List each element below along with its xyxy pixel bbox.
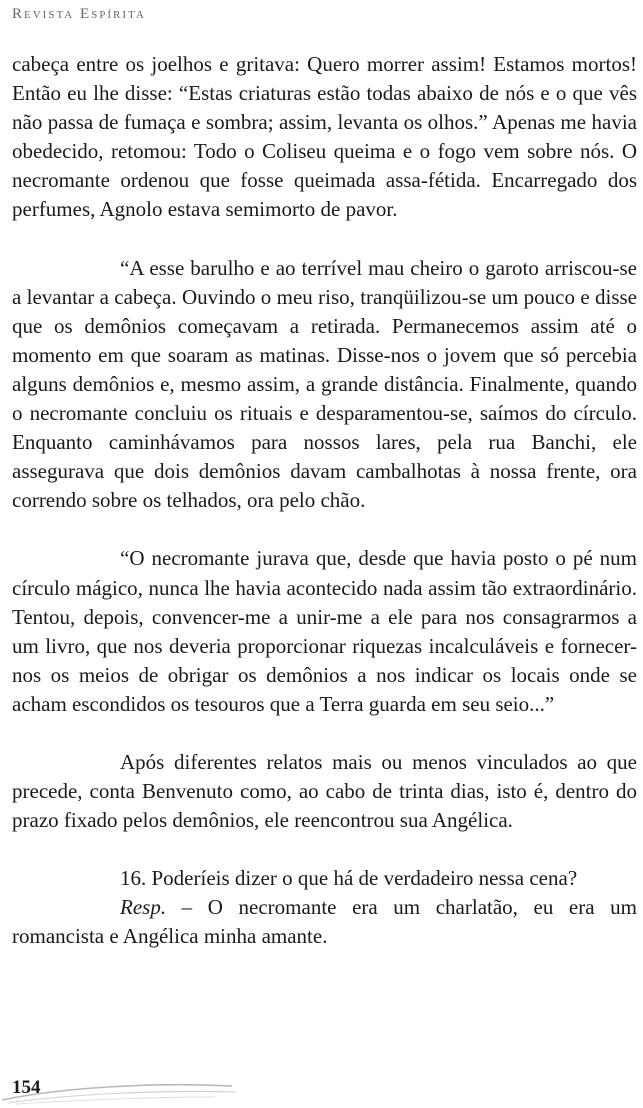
answer-label: Resp. [120, 895, 167, 920]
paragraph-1: cabeça entre os joelhos e gritava: Quero morrer assim! Estamos mortos! Então eu lhe disse: “Estas criaturas estão todas abaixo de nós e o que vês não passa de fumaça e sombra; assim, levanta os olhos.” Apenas me havia obedecido, retomou: Todo o Coliseu queima e o fogo vem sobre nós. O necromante ordenou que fosse queimada assa-fétida. Encarregado dos perfumes, Agnolo estava semimorto de pavor. [12, 52, 637, 222]
paragraph-4: Após diferentes relatos mais ou menos vinculados ao que precede, conta Benvenuto como, ao cabo de trinta dias, isto é, dentro do prazo fixado pelos demônios, ele reencontrou sua Angélica. [12, 749, 637, 833]
page-number: 154 [12, 1077, 41, 1098]
paragraph-2: “A esse barulho e ao terrível mau cheiro o garoto arriscou-se a levantar a cabeça. Ouvindo o meu riso, tranqüilizou-se um pouco e disse que os demônios começavam a retirada. Permanecemos assim até o momento em que soaram as matinas. Disse-nos o jovem que só percebia alguns demônios e, mesmo assim, a grande distância. Finalmente, quando o necromante concluiu os rituais e desparamentou-se, saímos do círculo. Enquanto caminhávamos para nossos lares, pela rua Banchi, ele assegurava que dois demônios davam cambalhotas à nossa frente, ora correndo sobre os telhados, ora pelo chão. [12, 255, 637, 513]
answer-text: – O necromante era um charlatão, eu era um romancista e Angélica minha amante. [12, 895, 637, 949]
running-head: Revista Espírita [12, 6, 146, 22]
question-16: 16. Poderíeis dizer o que há de verdadeiro nessa cena? [120, 866, 578, 891]
paragraph-3: “O necromante jurava que, desde que havia posto o pé num círculo mágico, nunca lhe havia acontecido nada assim tão extraordinário. Tentou, depois, convencer-me a unir-me a ele para nos consagrarmos a um livro, que nos deveria proporcionar riquezas incalculáveis e fornecer-nos os meios de obrigar os demônios a nos indicar os locais onde se acham escondidos os tesouros que a Terra guarda em seu seio...” [12, 546, 637, 716]
page-body [12, 50, 637, 952]
answer-paragraph [12, 893, 637, 951]
